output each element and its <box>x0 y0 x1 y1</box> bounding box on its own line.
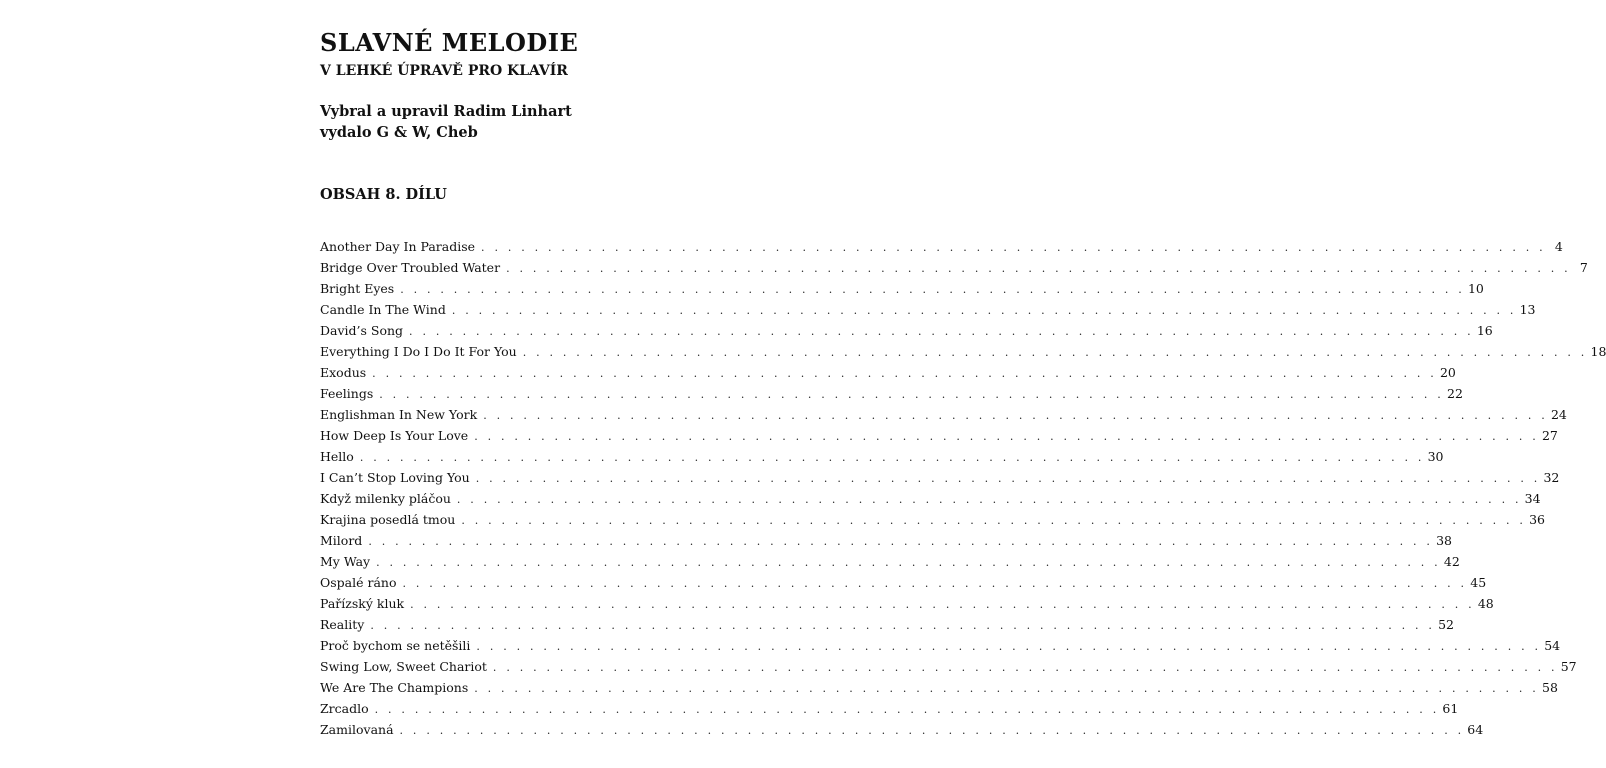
toc-leader-dots: . . . . . . . . . . . . . . . . . . . . . . . . . . . . . . . . . . . . . . . . . . . . . . . . . . . . . . . . . . . . . . . . . . . . . . . . . . . . . . . . <box>461 514 1527 527</box>
toc-entry-title: Englishman In New York <box>320 407 478 422</box>
toc-entry-title: Bridge Over Troubled Water <box>320 260 501 275</box>
publisher-credit: vydalo G & W, Cheb <box>320 124 478 141</box>
toc-entry-page: 13 <box>1519 302 1536 317</box>
toc-entry-page: 4 <box>1554 239 1563 254</box>
toc-entry-title: Krajina posedlá tmou <box>320 512 456 527</box>
toc-leader-dots: . . . . . . . . . . . . . . . . . . . . . . . . . . . . . . . . . . . . . . . . . . . . . . . . . . . . . . . . . . . . . . . . . . . . . . . . . . . . . . . . <box>475 472 1541 485</box>
toc-entry-title: Proč bychom se netěšili <box>320 638 471 653</box>
toc-entry-title: Když milenky pláčou <box>320 491 451 506</box>
toc-entry-title: Milord <box>320 533 363 548</box>
toc-entry-page: 10 <box>1467 281 1484 296</box>
toc-entry-title: David’s Song <box>320 323 404 338</box>
toc-entry <box>320 719 1484 740</box>
toc-leader-dots: . . . . . . . . . . . . . . . . . . . . . . . . . . . . . . . . . . . . . . . . . . . . . . . . . . . . . . . . . . . . . . . . . . . . . . . . . . . . . . . . <box>409 325 1474 338</box>
toc-entry-title: Zrcadlo <box>320 701 369 716</box>
toc-entry-title: My Way <box>320 554 371 569</box>
toc-entry-title: Everything I Do I Do It For You <box>320 344 517 359</box>
toc-entry <box>320 278 1484 299</box>
toc-entry-page: 64 <box>1467 722 1484 737</box>
toc-entry-page: 45 <box>1470 575 1487 590</box>
toc-leader-dots: . . . . . . . . . . . . . . . . . . . . . . . . . . . . . . . . . . . . . . . . . . . . . . . . . . . . . . . . . . . . . . . . . . . . . . . . . . . . . . . . <box>372 367 1437 380</box>
toc-leader-dots: . . . . . . . . . . . . . . . . . . . . . . . . . . . . . . . . . . . . . . . . . . . . . . . . . . . . . . . . . . . . . . . . . . . . . . . . . . . . . . . . <box>400 283 1465 296</box>
toc-leader-dots: . . . . . . . . . . . . . . . . . . . . . . . . . . . . . . . . . . . . . . . . . . . . . . . . . . . . . . . . . . . . . . . . . . . . . . . . . . . . . . . . <box>402 577 1468 590</box>
toc-entry-title: Zamilovaná <box>320 722 394 737</box>
toc-leader-dots: . . . . . . . . . . . . . . . . . . . . . . . . . . . . . . . . . . . . . . . . . . . . . . . . . . . . . . . . . . . . . . . . . . . . . . . . . . . . . . . . <box>368 535 1434 548</box>
toc-entry <box>320 404 1567 425</box>
toc-entry-title: Bright Eyes <box>320 281 395 296</box>
toc-leader-dots: . . . . . . . . . . . . . . . . . . . . . . . . . . . . . . . . . . . . . . . . . . . . . . . . . . . . . . . . . . . . . . . . . . . . . . . . . . . . . . . . <box>410 598 1475 611</box>
toc-entry <box>320 635 1561 656</box>
book-subtitle: V LEHKÉ ÚPRAVĚ PRO KLAVÍR <box>320 63 568 79</box>
toc-leader-dots: . . . . . . . . . . . . . . . . . . . . . . . . . . . . . . . . . . . . . . . . . . . . . . . . . . . . . . . . . . . . . . . . . . . . . . . . . . . . . . . . <box>399 724 1465 737</box>
toc-entry <box>320 698 1459 719</box>
toc-leader-dots: . . . . . . . . . . . . . . . . . . . . . . . . . . . . . . . . . . . . . . . . . . . . . . . . . . . . . . . . . . . . . . . . . . . . . . . . . . . . . . . . <box>474 430 1539 443</box>
toc-entry-title: Candle In The Wind <box>320 302 446 317</box>
toc-entry-page: 42 <box>1443 554 1460 569</box>
toc-entry <box>320 446 1444 467</box>
toc-entry-page: 58 <box>1542 680 1558 695</box>
toc-leader-dots: . . . . . . . . . . . . . . . . . . . . . . . . . . . . . . . . . . . . . . . . . . . . . . . . . . . . . . . . . . . . . . . . . . . . . . . . . . . . . . . . <box>376 556 1441 569</box>
arranger-credit: Vybral a upravil Radim Linhart <box>320 103 572 120</box>
toc-entry <box>320 509 1546 530</box>
toc-entry-title: Feelings <box>320 386 374 401</box>
toc-entry-page: 38 <box>1436 533 1452 548</box>
toc-entry-page: 24 <box>1550 407 1567 422</box>
toc-entry-page: 57 <box>1560 659 1577 674</box>
toc-entry-page: 34 <box>1524 491 1541 506</box>
toc-entry-page: 18 <box>1590 344 1606 359</box>
toc-leader-dots: . . . . . . . . . . . . . . . . . . . . . . . . . . . . . . . . . . . . . . . . . . . . . . . . . . . . . . . . . . . . . . . . . . . . . . . . . . . . . . . . <box>456 493 1522 506</box>
toc-leader-dots: . . . . . . . . . . . . . . . . . . . . . . . . . . . . . . . . . . . . . . . . . . . . . . . . . . . . . . . . . . . . . . . . . . . . . . . . . . . . . . . . <box>476 640 1542 653</box>
toc-entry-title: I Can’t Stop Loving You <box>320 470 470 485</box>
toc-entry <box>320 320 1493 341</box>
toc-entry <box>320 341 1606 362</box>
toc-entry <box>320 257 1588 278</box>
toc-entry-title: Ospalé ráno <box>320 575 397 590</box>
toc-entry <box>320 425 1558 446</box>
toc-entry-page: 52 <box>1438 617 1455 632</box>
toc-leader-dots: . . . . . . . . . . . . . . . . . . . . . . . . . . . . . . . . . . . . . . . . . . . . . . . . . . . . . . . . . . . . . . . . . . . . . . . . . . . . . . . . <box>506 262 1571 275</box>
toc-entry <box>320 488 1541 509</box>
toc-entry-title: Hello <box>320 449 354 464</box>
toc-entry-page: 30 <box>1427 449 1444 464</box>
toc-entry <box>320 656 1577 677</box>
toc-entry-page: 48 <box>1477 596 1494 611</box>
document-page <box>320 0 1606 768</box>
toc-entry-page: 61 <box>1442 701 1459 716</box>
toc-entry <box>320 551 1460 572</box>
toc-entry-title: Swing Low, Sweet Chariot <box>320 659 487 674</box>
toc-leader-dots: . . . . . . . . . . . . . . . . . . . . . . . . . . . . . . . . . . . . . . . . . . . . . . . . . . . . . . . . . . . . . . . . . . . . . . . . . . . . . . . . <box>374 703 1440 716</box>
toc-entry <box>320 572 1487 593</box>
table-of-contents <box>320 236 1606 740</box>
toc-entry-title: Reality <box>320 617 365 632</box>
toc-entry-page: 22 <box>1447 386 1463 401</box>
toc-entry-page: 20 <box>1439 365 1456 380</box>
toc-entry <box>320 593 1494 614</box>
toc-entry-page: 54 <box>1544 638 1561 653</box>
toc-leader-dots: . . . . . . . . . . . . . . . . . . . . . . . . . . . . . . . . . . . . . . . . . . . . . . . . . . . . . . . . . . . . . . . . . . . . . . . . . . . . . . . . <box>370 619 1436 632</box>
toc-leader-dots: . . . . . . . . . . . . . . . . . . . . . . . . . . . . . . . . . . . . . . . . . . . . . . . . . . . . . . . . . . . . . . . . . . . . . . . . . . . . . . . . <box>474 682 1540 695</box>
toc-entry <box>320 467 1560 488</box>
toc-entry <box>320 677 1558 698</box>
toc-entry-title: We Are The Champions <box>320 680 469 695</box>
toc-entry-title: Another Day In Paradise <box>320 239 476 254</box>
toc-leader-dots: . . . . . . . . . . . . . . . . . . . . . . . . . . . . . . . . . . . . . . . . . . . . . . . . . . . . . . . . . . . . . . . . . . . . . . . . . . . . . . . . <box>359 451 1425 464</box>
toc-entry <box>320 383 1463 404</box>
toc-entry <box>320 299 1536 320</box>
toc-entry <box>320 530 1452 551</box>
toc-entry-page: 27 <box>1541 428 1558 443</box>
toc-entry-page: 32 <box>1543 470 1560 485</box>
toc-entry <box>320 362 1456 383</box>
toc-leader-dots: . . . . . . . . . . . . . . . . . . . . . . . . . . . . . . . . . . . . . . . . . . . . . . . . . . . . . . . . . . . . . . . . . . . . . . . . . . . . . . . . <box>492 661 1558 674</box>
toc-entry-page: 7 <box>1579 260 1588 275</box>
toc-entry-title: How Deep Is Your Love <box>320 428 469 443</box>
book-title: SLAVNÉ MELODIE <box>320 28 579 57</box>
toc-leader-dots: . . . . . . . . . . . . . . . . . . . . . . . . . . . . . . . . . . . . . . . . . . . . . . . . . . . . . . . . . . . . . . . . . . . . . . . . . . . . . . . . <box>522 346 1588 359</box>
toc-entry-page: 16 <box>1476 323 1493 338</box>
toc-entry-title: Pařízský kluk <box>320 596 405 611</box>
toc-leader-dots: . . . . . . . . . . . . . . . . . . . . . . . . . . . . . . . . . . . . . . . . . . . . . . . . . . . . . . . . . . . . . . . . . . . . . . . . . . . . . . . . <box>451 304 1517 317</box>
toc-leader-dots: . . . . . . . . . . . . . . . . . . . . . . . . . . . . . . . . . . . . . . . . . . . . . . . . . . . . . . . . . . . . . . . . . . . . . . . . . . . . . . . . <box>483 409 1548 422</box>
toc-entry <box>320 236 1563 257</box>
toc-entry-title: Exodus <box>320 365 367 380</box>
toc-entry-page: 36 <box>1529 512 1546 527</box>
toc-leader-dots: . . . . . . . . . . . . . . . . . . . . . . . . . . . . . . . . . . . . . . . . . . . . . . . . . . . . . . . . . . . . . . . . . . . . . . . . . . . . . . . . <box>379 388 1445 401</box>
toc-entry <box>320 614 1455 635</box>
toc-leader-dots: . . . . . . . . . . . . . . . . . . . . . . . . . . . . . . . . . . . . . . . . . . . . . . . . . . . . . . . . . . . . . . . . . . . . . . . . . . . . . . . . <box>481 241 1546 254</box>
contents-heading: OBSAH 8. DÍLU <box>320 186 447 203</box>
